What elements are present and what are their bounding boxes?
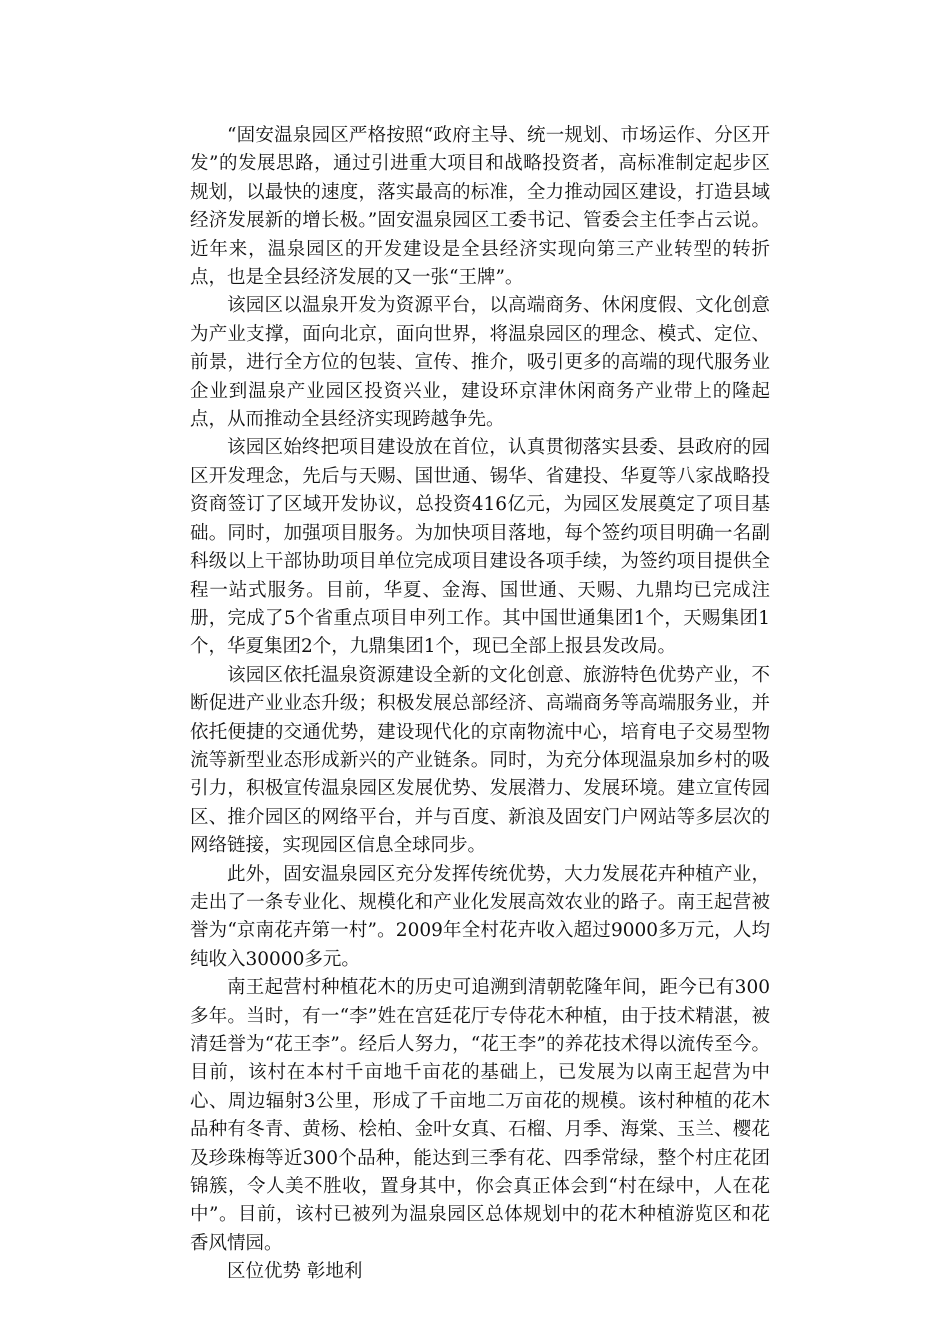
paragraph-4: 该园区依托温泉资源建设全新的文化创意、旅游特色优势产业，不断促进产业业态升级；积极发展总部经济、高端商务等高端服务业，并依托便捷的交通优势，建设现代化的京南物流中心，培育电子交易型物流等新型业态形成新兴的产业链条。同时，为充分体现温泉加乡村的吸引力，积极宣传温泉园区发展优势、发展潜力、发展环境。建立宣传园区、推介园区的网络平台，并与百度、新浪及固安门户网站等多层次的网络链接，实现园区信息全球同步。	[190, 664, 770, 857]
paragraph-2: 该园区以温泉开发为资源平台，以高端商务、休闲度假、文化创意为产业支撑，面向北京，面向世界，将温泉园区的理念、模式、定位、前景，进行全方位的包装、宣传、推介，吸引更多的高端的现代服务业企业到温泉产业园区投资兴业，建设环京津休闲商务产业带上的隆起点，从而推动全县经济实现跨越争先。	[190, 295, 770, 431]
article-body	[190, 122, 770, 1287]
paragraph-1: “固安温泉园区严格按照“政府主导、统一规划、市场运作、分区开发”的发展思路，通过引进重大项目和战略投资者，高标准制定起步区规划，以最快的速度，落实最高的标准，全力推动园区建设，打造县域经济发展新的增长极。”固安温泉园区工委书记、管委会主任李占云说。近年来，温泉园区的开发建设是全县经济实现向第三产业转型的转折点，也是全县经济发展的又一张“王牌”。	[190, 125, 770, 289]
paragraph-3: 该园区始终把项目建设放在首位，认真贯彻落实县委、县政府的园区开发理念，先后与天赐、国世通、锡华、省建投、华夏等八家战略投资商签订了区域开发协议，总投资416亿元，为园区发展奠定了项目基础。同时，加强项目服务。为加快项目落地，每个签约项目明确一名副科级以上干部协助项目单位完成项目建设各项手续，为签约项目提供全程一站式服务。目前，华夏、金海、国世通、天赐、九鼎均已完成注册，完成了5个省重点项目申列工作。其中国世通集团1个，天赐集团1个，华夏集团2个，九鼎集团1个，现已全部上报县发改局。	[190, 437, 770, 658]
paragraph-6: 南王起营村种植花木的历史可追溯到清朝乾隆年间，距今已有300多年。当时，有一“李”姓在宫廷花厅专侍花木种植，由于技术精湛，被清廷誉为“花王李”。经后人努力，“花王李”的养花技术得以流传至今。目前，该村在本村千亩地千亩花的基础上，已发展为以南王起营为中心、周边辐射3公里，形成了千亩地二万亩花的规模。该村种植的花木品种有冬青、黄杨、桧柏、金叶女真、石榴、月季、海棠、玉兰、樱花及珍珠梅等近300个品种，能达到三季有花、四季常绿，整个村庄花团锦簇，令人美不胜收，置身其中，你会真正体会到“村在绿中，人在花中”。目前，该村已被列为温泉园区总体规划中的花木种植游览区和花香风情园。	[190, 977, 770, 1254]
paragraph-5: 此外，固安温泉园区充分发挥传统优势，大力发展花卉种植产业，走出了一条专业化、规模化和产业化发展高效农业的路子。南王起营被誉为“京南花卉第一村”。2009年全村花卉收入超过9000多万元，人均纯收入30000多元。	[190, 863, 770, 970]
section-heading: 区位优势 彰地利	[227, 1261, 363, 1283]
